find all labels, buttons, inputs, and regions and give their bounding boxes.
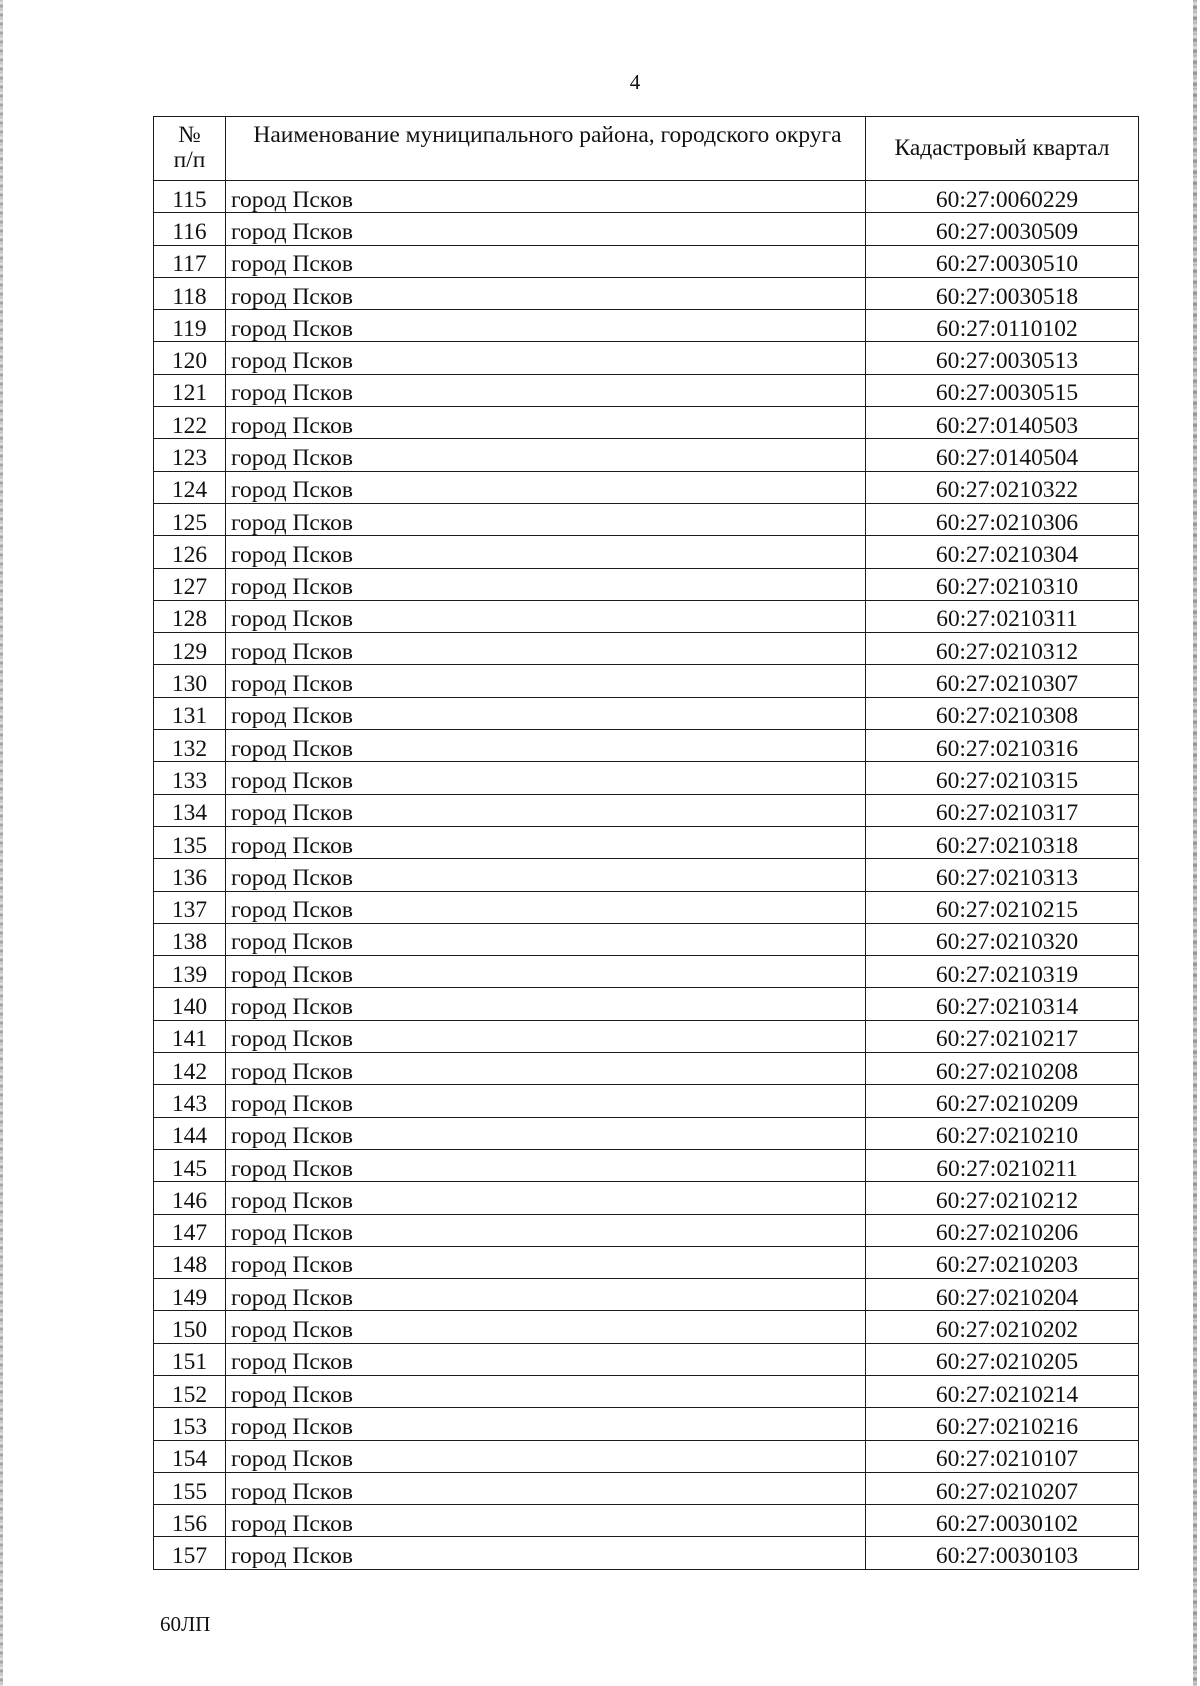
table-row: [154, 1408, 1139, 1440]
row-municipality-name: город Псков: [226, 859, 866, 891]
row-number: 143: [154, 1085, 226, 1117]
table-row: [154, 342, 1139, 374]
row-number: 154: [154, 1440, 226, 1472]
table-row: [154, 1505, 1139, 1537]
row-cadastral-quarter: 60:27:0210306: [866, 503, 1139, 535]
table-row: [154, 213, 1139, 245]
row-cadastral-quarter: 60:27:0210313: [866, 859, 1139, 891]
row-cadastral-quarter: 60:27:0210202: [866, 1311, 1139, 1343]
row-municipality-name: город Псков: [226, 1053, 866, 1085]
row-number: 124: [154, 471, 226, 503]
row-cadastral-quarter: 60:27:0210310: [866, 568, 1139, 600]
row-number: 146: [154, 1182, 226, 1214]
row-number: 138: [154, 923, 226, 955]
row-number: 152: [154, 1375, 226, 1407]
row-cadastral-quarter: 60:27:0030513: [866, 342, 1139, 374]
row-municipality-name: город Псков: [226, 988, 866, 1020]
row-cadastral-quarter: 60:27:0210308: [866, 697, 1139, 729]
row-number: 142: [154, 1053, 226, 1085]
table-row: [154, 1375, 1139, 1407]
table-row: [154, 923, 1139, 955]
row-number: 118: [154, 277, 226, 309]
row-number: 131: [154, 697, 226, 729]
row-cadastral-quarter: 60:27:0210318: [866, 826, 1139, 858]
row-number: 119: [154, 310, 226, 342]
row-municipality-name: город Псков: [226, 407, 866, 439]
row-number: 127: [154, 568, 226, 600]
table-row: [154, 1053, 1139, 1085]
table-row: [154, 536, 1139, 568]
row-municipality-name: город Псков: [226, 1020, 866, 1052]
row-municipality-name: город Псков: [226, 1214, 866, 1246]
table-row: [154, 1311, 1139, 1343]
row-number: 144: [154, 1117, 226, 1149]
table-row: [154, 1537, 1139, 1569]
table-row: [154, 1117, 1139, 1149]
row-number: 145: [154, 1149, 226, 1181]
table-row: [154, 407, 1139, 439]
row-number: 130: [154, 665, 226, 697]
table-row: [154, 277, 1139, 309]
row-cadastral-quarter: 60:27:0210206: [866, 1214, 1139, 1246]
row-cadastral-quarter: 60:27:0210216: [866, 1408, 1139, 1440]
table-header-row: [154, 117, 1139, 181]
row-cadastral-quarter: 60:27:0210203: [866, 1246, 1139, 1278]
table-body: [154, 181, 1139, 1570]
table-row: [154, 1182, 1139, 1214]
row-cadastral-quarter: 60:27:0210319: [866, 956, 1139, 988]
table-row: [154, 665, 1139, 697]
row-number: 125: [154, 503, 226, 535]
table-row: [154, 245, 1139, 277]
row-municipality-name: город Псков: [226, 1505, 866, 1537]
row-municipality-name: город Псков: [226, 213, 866, 245]
row-municipality-name: город Псков: [226, 310, 866, 342]
row-number: 136: [154, 859, 226, 891]
row-cadastral-quarter: 60:27:0030515: [866, 374, 1139, 406]
row-cadastral-quarter: 60:27:0210316: [866, 730, 1139, 762]
row-municipality-name: город Псков: [226, 1182, 866, 1214]
row-municipality-name: город Псков: [226, 762, 866, 794]
row-number: 149: [154, 1279, 226, 1311]
row-municipality-name: город Псков: [226, 1343, 866, 1375]
table-row: [154, 1440, 1139, 1472]
table-row: [154, 568, 1139, 600]
row-municipality-name: город Псков: [226, 1085, 866, 1117]
row-number: 151: [154, 1343, 226, 1375]
row-number: 135: [154, 826, 226, 858]
cadastral-quarters-table: [153, 116, 1139, 1570]
row-municipality-name: город Псков: [226, 1279, 866, 1311]
row-cadastral-quarter: 60:27:0210214: [866, 1375, 1139, 1407]
table-row: [154, 859, 1139, 891]
row-cadastral-quarter: 60:27:0210215: [866, 891, 1139, 923]
row-number: 129: [154, 633, 226, 665]
table-row: [154, 1085, 1139, 1117]
row-number: 147: [154, 1214, 226, 1246]
row-number: 141: [154, 1020, 226, 1052]
row-municipality-name: город Псков: [226, 633, 866, 665]
table-row: [154, 1149, 1139, 1181]
row-cadastral-quarter: 60:27:0210315: [866, 762, 1139, 794]
row-number: 116: [154, 213, 226, 245]
scan-edge-left: [0, 0, 3, 1686]
table-row: [154, 697, 1139, 729]
row-municipality-name: город Псков: [226, 471, 866, 503]
row-cadastral-quarter: 60:27:0210304: [866, 536, 1139, 568]
row-cadastral-quarter: 60:27:0030103: [866, 1537, 1139, 1569]
table-row: [154, 988, 1139, 1020]
row-cadastral-quarter: 60:27:0030509: [866, 213, 1139, 245]
row-municipality-name: город Псков: [226, 956, 866, 988]
row-municipality-name: город Псков: [226, 794, 866, 826]
row-municipality-name: город Псков: [226, 1117, 866, 1149]
row-number: 157: [154, 1537, 226, 1569]
row-cadastral-quarter: 60:27:0210317: [866, 794, 1139, 826]
row-cadastral-quarter: 60:27:0140503: [866, 407, 1139, 439]
table-row: [154, 181, 1139, 213]
row-cadastral-quarter: 60:27:0210207: [866, 1472, 1139, 1504]
row-municipality-name: город Псков: [226, 1408, 866, 1440]
column-header-number: [154, 117, 226, 181]
row-number: 148: [154, 1246, 226, 1278]
table-row: [154, 730, 1139, 762]
row-number: 137: [154, 891, 226, 923]
row-number: 150: [154, 1311, 226, 1343]
row-municipality-name: город Псков: [226, 600, 866, 632]
row-municipality-name: город Псков: [226, 1472, 866, 1504]
row-number: 134: [154, 794, 226, 826]
row-number: 123: [154, 439, 226, 471]
row-municipality-name: город Псков: [226, 245, 866, 277]
row-municipality-name: город Псков: [226, 1149, 866, 1181]
page-number: 4: [629, 70, 641, 94]
row-cadastral-quarter: 60:27:0210107: [866, 1440, 1139, 1472]
row-cadastral-quarter: 60:27:0030102: [866, 1505, 1139, 1537]
row-number: 153: [154, 1408, 226, 1440]
row-municipality-name: город Псков: [226, 342, 866, 374]
row-municipality-name: город Псков: [226, 181, 866, 213]
row-number: 115: [154, 181, 226, 213]
row-number: 121: [154, 374, 226, 406]
row-cadastral-quarter: 60:27:0140504: [866, 439, 1139, 471]
row-municipality-name: город Псков: [226, 826, 866, 858]
row-cadastral-quarter: 60:27:0030510: [866, 245, 1139, 277]
row-number: 156: [154, 1505, 226, 1537]
table-row: [154, 310, 1139, 342]
scan-edge-right: [1193, 0, 1197, 1686]
row-municipality-name: город Псков: [226, 697, 866, 729]
row-cadastral-quarter: 60:27:0210208: [866, 1053, 1139, 1085]
row-number: 139: [154, 956, 226, 988]
table-row: [154, 439, 1139, 471]
row-cadastral-quarter: 60:27:0210311: [866, 600, 1139, 632]
row-cadastral-quarter: 60:27:0210217: [866, 1020, 1139, 1052]
document-code: 60ЛП: [160, 1612, 211, 1636]
row-cadastral-quarter: 60:27:0060229: [866, 181, 1139, 213]
row-cadastral-quarter: 60:27:0210210: [866, 1117, 1139, 1149]
row-number: 133: [154, 762, 226, 794]
row-cadastral-quarter: 60:27:0210209: [866, 1085, 1139, 1117]
table-row: [154, 374, 1139, 406]
row-cadastral-quarter: 60:27:0110102: [866, 310, 1139, 342]
row-municipality-name: город Псков: [226, 1537, 866, 1569]
row-number: 155: [154, 1472, 226, 1504]
row-cadastral-quarter: 60:27:0210204: [866, 1279, 1139, 1311]
table-row: [154, 1214, 1139, 1246]
row-cadastral-quarter: 60:27:0210320: [866, 923, 1139, 955]
row-municipality-name: город Псков: [226, 1246, 866, 1278]
row-municipality-name: город Псков: [226, 374, 866, 406]
table-row: [154, 956, 1139, 988]
row-cadastral-quarter: 60:27:0030518: [866, 277, 1139, 309]
table-row: [154, 891, 1139, 923]
table-row: [154, 1472, 1139, 1504]
row-cadastral-quarter: 60:27:0210312: [866, 633, 1139, 665]
table-row: [154, 794, 1139, 826]
table-row: [154, 503, 1139, 535]
row-number: 120: [154, 342, 226, 374]
row-number: 122: [154, 407, 226, 439]
column-header-number-text: № п/п: [173, 122, 206, 173]
table-row: [154, 1343, 1139, 1375]
row-cadastral-quarter: 60:27:0210211: [866, 1149, 1139, 1181]
row-number: 126: [154, 536, 226, 568]
row-municipality-name: город Псков: [226, 277, 866, 309]
table-row: [154, 600, 1139, 632]
row-municipality-name: город Псков: [226, 568, 866, 600]
row-municipality-name: город Псков: [226, 1375, 866, 1407]
row-number: 117: [154, 245, 226, 277]
row-municipality-name: город Псков: [226, 1440, 866, 1472]
row-cadastral-quarter: 60:27:0210205: [866, 1343, 1139, 1375]
row-municipality-name: город Псков: [226, 730, 866, 762]
table-row: [154, 762, 1139, 794]
row-cadastral-quarter: 60:27:0210307: [866, 665, 1139, 697]
table-row: [154, 1246, 1139, 1278]
table-row: [154, 1279, 1139, 1311]
table-row: [154, 1020, 1139, 1052]
row-number: 128: [154, 600, 226, 632]
column-header-name: Наименование муниципального района, городского округа: [226, 117, 866, 181]
table-row: [154, 826, 1139, 858]
row-municipality-name: город Псков: [226, 439, 866, 471]
row-municipality-name: город Псков: [226, 503, 866, 535]
row-cadastral-quarter: 60:27:0210322: [866, 471, 1139, 503]
row-number: 140: [154, 988, 226, 1020]
row-municipality-name: город Псков: [226, 665, 866, 697]
row-cadastral-quarter: 60:27:0210212: [866, 1182, 1139, 1214]
row-municipality-name: город Псков: [226, 1311, 866, 1343]
table-header: [154, 117, 1139, 181]
table-row: [154, 471, 1139, 503]
row-municipality-name: город Псков: [226, 536, 866, 568]
row-municipality-name: город Псков: [226, 923, 866, 955]
row-cadastral-quarter: 60:27:0210314: [866, 988, 1139, 1020]
column-header-quarter: Кадастровый квартал: [866, 117, 1139, 181]
row-number: 132: [154, 730, 226, 762]
row-municipality-name: город Псков: [226, 891, 866, 923]
table-row: [154, 633, 1139, 665]
